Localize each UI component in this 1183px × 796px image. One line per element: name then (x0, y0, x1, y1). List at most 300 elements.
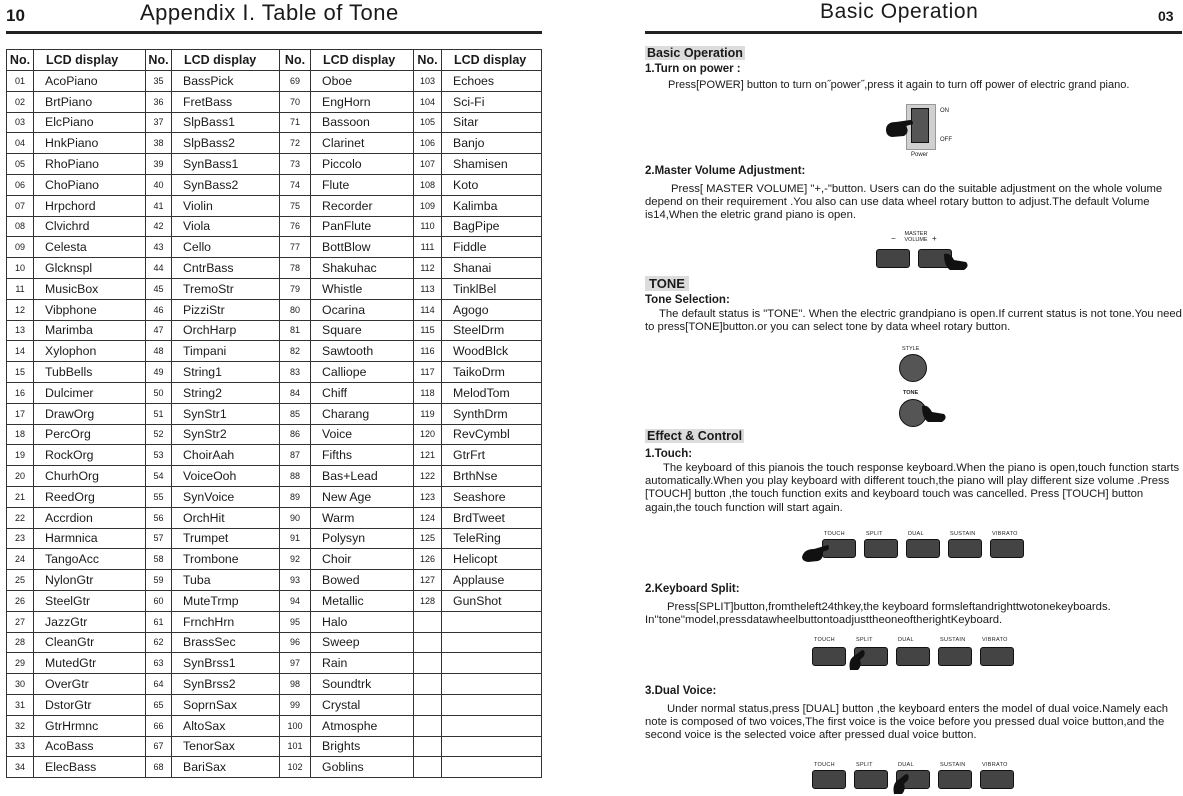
tone-name: WoodBlck (442, 341, 542, 362)
tone-number: 71 (280, 112, 311, 133)
style-button (899, 354, 927, 382)
tone-name: OrchHit (172, 507, 280, 528)
tone-number: 127 (414, 570, 442, 591)
effect-button-sustain (948, 539, 982, 558)
finger-icon (884, 116, 914, 138)
effect-button-split (854, 770, 888, 789)
tone-number: 113 (414, 278, 442, 299)
effect-label-vibrato: VIBRATO (982, 637, 1008, 643)
tone-name: DrawOrg (34, 403, 146, 424)
tone-name: SynStr1 (172, 403, 280, 424)
finger-icon (940, 250, 970, 272)
tone-name: Violin (172, 195, 280, 216)
tone-name: Soundtrk (311, 674, 414, 695)
volume-minus-button (876, 249, 910, 268)
tone-number: 23 (7, 528, 34, 549)
tone-number: 21 (7, 486, 34, 507)
tone-name: PanFlute (311, 216, 414, 237)
tone-name: Choir (311, 549, 414, 570)
table-row (7, 694, 542, 715)
tone-name: Cello (172, 237, 280, 258)
tone-number: 115 (414, 320, 442, 341)
finger-icon (800, 541, 830, 563)
tone-number: 27 (7, 611, 34, 632)
dual-heading: 3.Dual Voice: (645, 685, 717, 697)
tone-name: Chiff (311, 382, 414, 403)
table-row (7, 507, 542, 528)
tone-name: Brights (311, 736, 414, 757)
tone-name: SteelDrm (442, 320, 542, 341)
effect-button-sustain (938, 647, 972, 666)
tone-number: 55 (146, 486, 172, 507)
tone-name: Seashore (442, 486, 542, 507)
effect-label-sustain: SUSTAIN (950, 531, 976, 537)
tone-number: 102 (280, 757, 311, 778)
tone-number: 16 (7, 382, 34, 403)
tone-name: OverGtr (34, 674, 146, 695)
tone-name: AcoBass (34, 736, 146, 757)
tone-name: Flute (311, 174, 414, 195)
tone-name: Applause (442, 570, 542, 591)
col-header-lcd: LCD display (172, 50, 280, 71)
tone-number: 99 (280, 694, 311, 715)
tone-name: SynVoice (172, 486, 280, 507)
tone-number: 63 (146, 653, 172, 674)
tone-number: 108 (414, 174, 442, 195)
tone-name: FrnchHrn (172, 611, 280, 632)
tone-name: MusicBox (34, 278, 146, 299)
effect-button-dual (906, 539, 940, 558)
tone-number: 80 (280, 299, 311, 320)
tone-name (442, 715, 542, 736)
tone-number: 64 (146, 674, 172, 695)
tone-table-header (7, 50, 542, 71)
tone-number: 11 (7, 278, 34, 299)
effect-label-dual: DUAL (908, 531, 924, 537)
page-number-left: 10 (6, 6, 25, 25)
tone-number: 107 (414, 154, 442, 175)
tone-number: 15 (7, 362, 34, 383)
tone-number: 72 (280, 133, 311, 154)
tone-number: 54 (146, 466, 172, 487)
tone-name: Kalimba (442, 195, 542, 216)
tone-name (442, 736, 542, 757)
power-heading: 1.Turn on power : (645, 63, 741, 75)
tone-name: RevCymbl (442, 424, 542, 445)
tone-number: 122 (414, 466, 442, 487)
tone-number: 56 (146, 507, 172, 528)
effect-button-touch (812, 647, 846, 666)
page-title-left: Appendix I. Table of Tone (140, 0, 399, 25)
tone-name: Shakuhac (311, 258, 414, 279)
table-row (7, 154, 542, 175)
tone-number: 01 (7, 71, 34, 92)
tone-number: 52 (146, 424, 172, 445)
table-row (7, 486, 542, 507)
tone-name: Halo (311, 611, 414, 632)
col-header-lcd: LCD display (311, 50, 414, 71)
table-row (7, 611, 542, 632)
tone-name: Fiddle (442, 237, 542, 258)
table-row (7, 216, 542, 237)
table-row (7, 424, 542, 445)
tone-number: 101 (280, 736, 311, 757)
table-row (7, 632, 542, 653)
tone-number: 47 (146, 320, 172, 341)
tone-name: SlpBass1 (172, 112, 280, 133)
tone-name: MelodTom (442, 382, 542, 403)
tone-number: 17 (7, 403, 34, 424)
tone-number: 48 (146, 341, 172, 362)
tone-number: 10 (7, 258, 34, 279)
tone-number: 33 (7, 736, 34, 757)
tone-number: 112 (414, 258, 442, 279)
section-heading-effect: Effect & Control (647, 429, 743, 443)
tone-name: PizziStr (172, 299, 280, 320)
table-row (7, 466, 542, 487)
tone-name: BariSax (172, 757, 280, 778)
tone-number: 30 (7, 674, 34, 695)
tone-heading: Tone Selection: (645, 294, 730, 306)
tone-name: TaikoDrm (442, 362, 542, 383)
finger-icon (846, 648, 868, 672)
tone-number: 88 (280, 466, 311, 487)
table-row (7, 674, 542, 695)
tone-number: 62 (146, 632, 172, 653)
effect-button-split (864, 539, 898, 558)
tone-table (6, 49, 542, 778)
effect-label-touch: TOUCH (814, 637, 835, 643)
tone-number: 118 (414, 382, 442, 403)
tone-name: Trumpet (172, 528, 280, 549)
tone-number: 36 (146, 91, 172, 112)
tone-number: 128 (414, 590, 442, 611)
tone-name: FretBass (172, 91, 280, 112)
volume-text: Press[ MASTER VOLUME] "+,-"button. Users can do the suitable adjustment on the whole volume depend on their requirement .You also can use data wheel rotary button to adjust.The default Volume is14,When the eletric grand piano is open. (645, 183, 1163, 222)
tone-name: NylonGtr (34, 570, 146, 591)
tone-number: 09 (7, 237, 34, 258)
tone-number: 38 (146, 133, 172, 154)
tone-name (442, 653, 542, 674)
master-label: MASTER (904, 231, 928, 237)
tone-name: ChoPiano (34, 174, 146, 195)
effect-label-sustain: SUSTAIN (940, 637, 966, 643)
col-header-no: No. (7, 50, 34, 71)
tone-name: BrdTweet (442, 507, 542, 528)
tone-number: 106 (414, 133, 442, 154)
tone-number: 20 (7, 466, 34, 487)
tone-number: 04 (7, 133, 34, 154)
tone-name: Timpani (172, 341, 280, 362)
tone-name: Glcknspl (34, 258, 146, 279)
tone-number: 43 (146, 237, 172, 258)
tone-name: GtrFrt (442, 445, 542, 466)
tone-name (442, 757, 542, 778)
tone-number: 35 (146, 71, 172, 92)
dual-text: Under normal status,press [DUAL] button ,the keyboard enters the model of dual voice.Namely each note is composed of two voices,The first voice is the voice before you pressed dual voice button,and the second voice is the selected voice after pressed dual voice button. (645, 703, 1169, 742)
tone-name: PercOrg (34, 424, 146, 445)
tone-number: 05 (7, 154, 34, 175)
tone-number: 06 (7, 174, 34, 195)
tone-number: 18 (7, 424, 34, 445)
tone-name: Clvichrd (34, 216, 146, 237)
tone-number: 14 (7, 341, 34, 362)
tone-name: BrthNse (442, 466, 542, 487)
tone-name: BrtPiano (34, 91, 146, 112)
tone-name: Oboe (311, 71, 414, 92)
tone-name: AltoSax (172, 715, 280, 736)
effect-label-dual: DUAL (898, 637, 914, 643)
effect-button-sustain (938, 770, 972, 789)
volume-plus-label: + (932, 234, 937, 243)
tone-number: 116 (414, 341, 442, 362)
tone-name: SynBass2 (172, 174, 280, 195)
col-header-lcd: LCD display (442, 50, 542, 71)
tone-name: BassPick (172, 71, 280, 92)
tone-name: Celesta (34, 237, 146, 258)
tone-name: Hrpchord (34, 195, 146, 216)
tone-name: SteelGtr (34, 590, 146, 611)
tone-number: 98 (280, 674, 311, 695)
split-text: Press[SPLIT]button,fromtheleft24thkey,the keyboard formsleftandrighttwotonekeyboards. In''tone''model,pressdatawheelbuttontoadjusttheoneoftherightKeyboard. (645, 601, 1111, 627)
table-row (7, 91, 542, 112)
table-row (7, 528, 542, 549)
tone-number: 51 (146, 403, 172, 424)
effect-button-touch (812, 770, 846, 789)
tone-number: 75 (280, 195, 311, 216)
tone-number: 61 (146, 611, 172, 632)
tone-number: 68 (146, 757, 172, 778)
tone-number: 110 (414, 216, 442, 237)
tone-number: 96 (280, 632, 311, 653)
col-header-lcd: LCD display (34, 50, 146, 71)
finger-icon (890, 772, 912, 796)
tone-number: 12 (7, 299, 34, 320)
table-row (7, 258, 542, 279)
tone-name (442, 674, 542, 695)
page-number-right: 03 (1158, 8, 1174, 24)
tone-name: String2 (172, 382, 280, 403)
tone-number: 41 (146, 195, 172, 216)
tone-number (414, 694, 442, 715)
tone-number: 87 (280, 445, 311, 466)
tone-number: 60 (146, 590, 172, 611)
tone-name: Goblins (311, 757, 414, 778)
tone-name: SlpBass2 (172, 133, 280, 154)
tone-name: ChurhOrg (34, 466, 146, 487)
tone-number: 28 (7, 632, 34, 653)
tone-name: String1 (172, 362, 280, 383)
tone-name: Piccolo (311, 154, 414, 175)
table-row (7, 320, 542, 341)
tone-number: 02 (7, 91, 34, 112)
tone-number: 74 (280, 174, 311, 195)
effect-label-touch: TOUCH (824, 531, 845, 537)
tone-name: Recorder (311, 195, 414, 216)
tone-name: MutedGtr (34, 653, 146, 674)
tone-number: 85 (280, 403, 311, 424)
tone-text: The default status is "TONE". When the electric grandpiano is open.If current status is not tone.You need to press[TONE]button.or you can select tone by data wheel rotary button. (645, 308, 1182, 334)
tone-number: 119 (414, 403, 442, 424)
volume-heading: 2.Master Volume Adjustment: (645, 165, 806, 177)
tone-name: Metallic (311, 590, 414, 611)
tone-number: 76 (280, 216, 311, 237)
table-row (7, 715, 542, 736)
tone-number: 78 (280, 258, 311, 279)
tone-number (414, 715, 442, 736)
tone-name: ElecBass (34, 757, 146, 778)
tone-number: 58 (146, 549, 172, 570)
table-row (7, 590, 542, 611)
tone-number: 84 (280, 382, 311, 403)
tone-name: RockOrg (34, 445, 146, 466)
tone-name: BottBlow (311, 237, 414, 258)
effect-label-split: SPLIT (856, 762, 873, 768)
section-heading-basic: Basic Operation (647, 46, 743, 60)
tone-name: BrassSec (172, 632, 280, 653)
tone-name: Trombone (172, 549, 280, 570)
tone-number: 91 (280, 528, 311, 549)
tone-name: Viola (172, 216, 280, 237)
tone-name: Fifths (311, 445, 414, 466)
tone-name: ChoirAah (172, 445, 280, 466)
table-row (7, 757, 542, 778)
tone-number: 105 (414, 112, 442, 133)
table-row (7, 549, 542, 570)
tone-number: 31 (7, 694, 34, 715)
tone-name: Vibphone (34, 299, 146, 320)
tone-number: 03 (7, 112, 34, 133)
tone-name: CleanGtr (34, 632, 146, 653)
table-row (7, 195, 542, 216)
tone-number: 109 (414, 195, 442, 216)
tone-number: 103 (414, 71, 442, 92)
power-text: Press[POWER] button to turn on˝power˝,press it again to turn off power of electric grand piano. (668, 79, 1130, 91)
tone-number: 73 (280, 154, 311, 175)
table-row (7, 71, 542, 92)
tone-number (414, 632, 442, 653)
table-row (7, 237, 542, 258)
split-heading: 2.Keyboard Split: (645, 583, 740, 595)
tone-name: Banjo (442, 133, 542, 154)
tone-number: 90 (280, 507, 311, 528)
tone-number: 39 (146, 154, 172, 175)
tone-number: 120 (414, 424, 442, 445)
tone-label: TONE (903, 390, 919, 396)
tone-name: CntrBass (172, 258, 280, 279)
tone-name: TremoStr (172, 278, 280, 299)
tone-number: 104 (414, 91, 442, 112)
tone-number: 22 (7, 507, 34, 528)
tone-name: Atmosphe (311, 715, 414, 736)
tone-number: 42 (146, 216, 172, 237)
tone-number: 24 (7, 549, 34, 570)
table-row (7, 341, 542, 362)
tone-name: RhoPiano (34, 154, 146, 175)
tone-number: 70 (280, 91, 311, 112)
tone-name: Tuba (172, 570, 280, 591)
tone-name: Sitar (442, 112, 542, 133)
tone-number: 26 (7, 590, 34, 611)
tone-name: Bas+Lead (311, 466, 414, 487)
tone-name: TinklBel (442, 278, 542, 299)
tone-name: Shamisen (442, 154, 542, 175)
tone-number: 45 (146, 278, 172, 299)
master-volume-label (896, 231, 936, 243)
volume-minus-label: − (891, 234, 896, 243)
tone-number: 49 (146, 362, 172, 383)
effect-button-vibrato (990, 539, 1024, 558)
tone-name: TubBells (34, 362, 146, 383)
tone-name: MuteTrmp (172, 590, 280, 611)
tone-number: 07 (7, 195, 34, 216)
tone-number: 124 (414, 507, 442, 528)
table-row (7, 278, 542, 299)
tone-number: 93 (280, 570, 311, 591)
tone-number: 29 (7, 653, 34, 674)
tone-number: 40 (146, 174, 172, 195)
tone-name: Koto (442, 174, 542, 195)
tone-name: BagPipe (442, 216, 542, 237)
tone-number: 13 (7, 320, 34, 341)
tone-number: 32 (7, 715, 34, 736)
tone-number: 46 (146, 299, 172, 320)
tone-number: 114 (414, 299, 442, 320)
touch-text: The keyboard of this pianois the touch response keyboard.When the piano is open,touch function starts automatically.When you play keyboard with different touch,the piano will play different size volume .Press [TOUCH] button ,the touch function exits and keyboard touch was cancelled. Press [TOUCH] button again,the touch function will start again. (645, 462, 1180, 514)
tone-number: 79 (280, 278, 311, 299)
tone-number: 123 (414, 486, 442, 507)
tone-name: TangoAcc (34, 549, 146, 570)
tone-name: Xylophon (34, 341, 146, 362)
title-rule-left (6, 31, 542, 34)
tone-number: 34 (7, 757, 34, 778)
col-header-no: No. (414, 50, 442, 71)
touch-heading: 1.Touch: (645, 448, 693, 460)
tone-name: DstorGtr (34, 694, 146, 715)
table-row (7, 174, 542, 195)
table-row (7, 112, 542, 133)
tone-name: ReedOrg (34, 486, 146, 507)
tone-number: 66 (146, 715, 172, 736)
tone-name: SoprnSax (172, 694, 280, 715)
tone-name: SynthDrm (442, 403, 542, 424)
tone-number: 59 (146, 570, 172, 591)
tone-number: 67 (146, 736, 172, 757)
tone-number: 83 (280, 362, 311, 383)
table-row (7, 570, 542, 591)
tone-number: 65 (146, 694, 172, 715)
tone-name: VoiceOoh (172, 466, 280, 487)
tone-name: Echoes (442, 71, 542, 92)
tone-number: 125 (414, 528, 442, 549)
tone-name: Charang (311, 403, 414, 424)
tone-number: 53 (146, 445, 172, 466)
effect-label-vibrato: VIBRATO (992, 531, 1018, 537)
tone-number: 25 (7, 570, 34, 591)
tone-number: 82 (280, 341, 311, 362)
tone-number: 57 (146, 528, 172, 549)
tone-number: 92 (280, 549, 311, 570)
col-header-no: No. (280, 50, 311, 71)
tone-name: AcoPiano (34, 71, 146, 92)
tone-number (414, 736, 442, 757)
tone-number: 89 (280, 486, 311, 507)
tone-name: Square (311, 320, 414, 341)
tone-name: Bowed (311, 570, 414, 591)
tone-number: 111 (414, 237, 442, 258)
power-off-label: OFF (940, 137, 952, 143)
tone-name: Bassoon (311, 112, 414, 133)
